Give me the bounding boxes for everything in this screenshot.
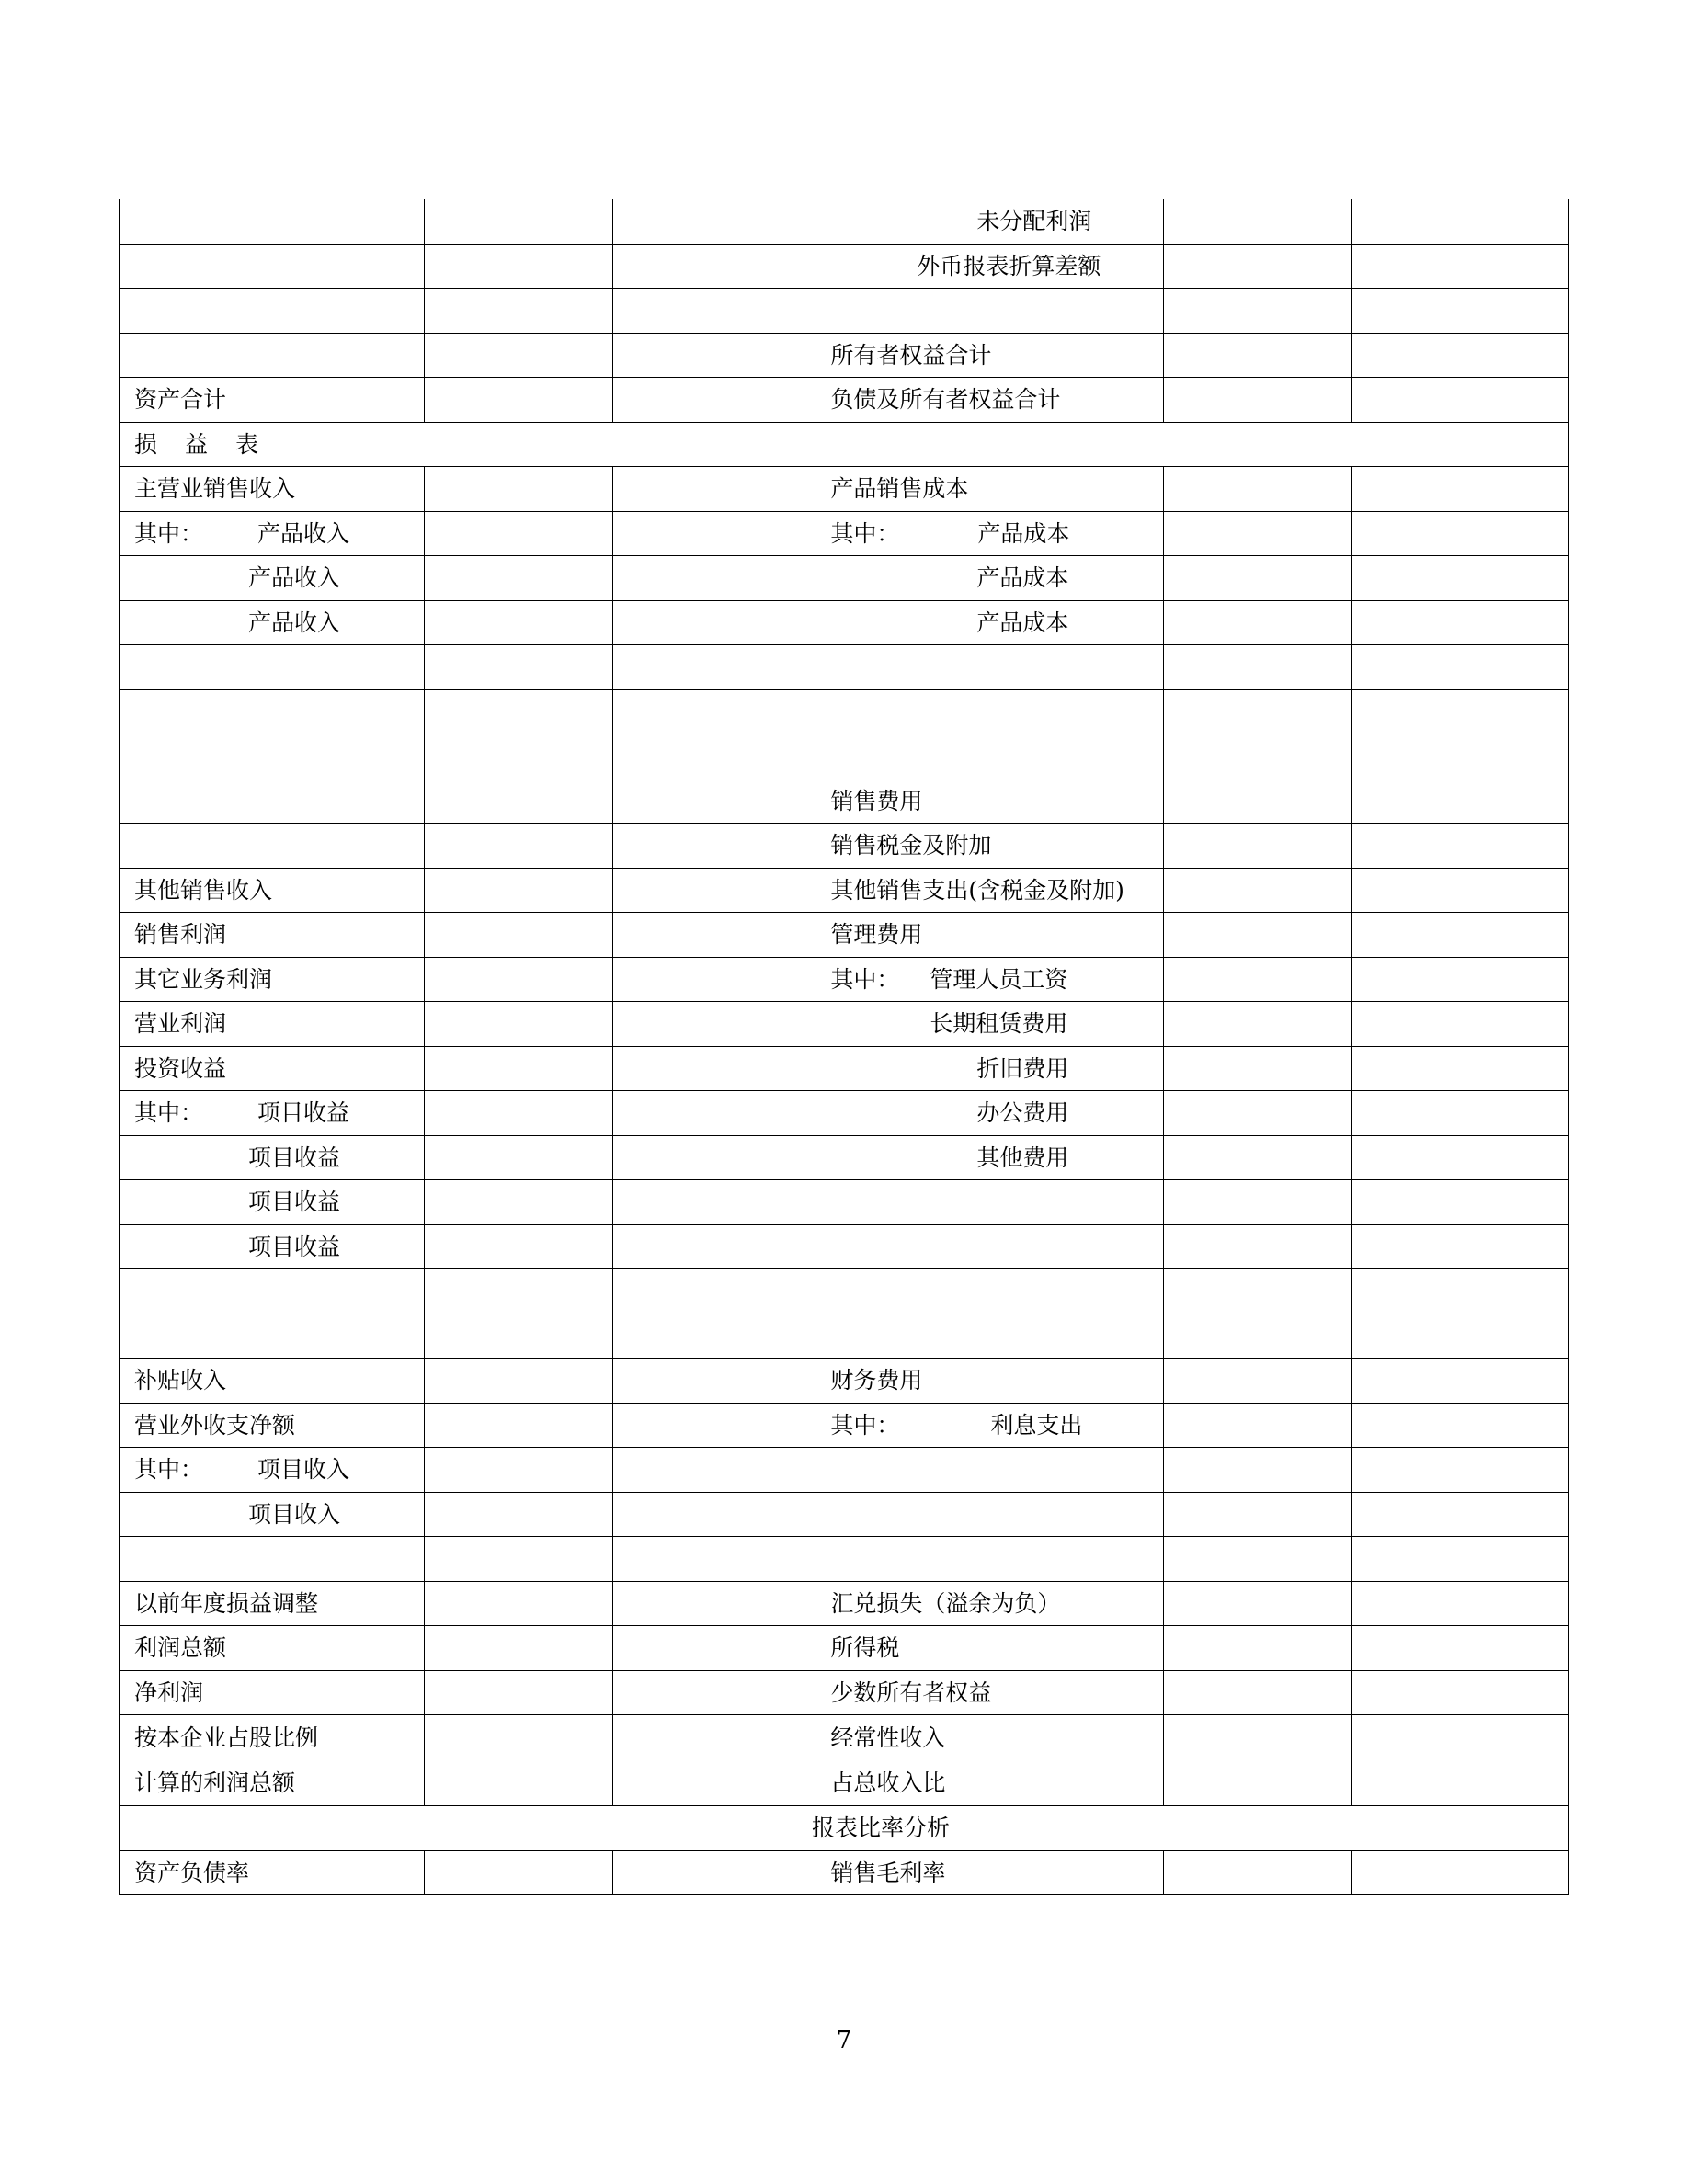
row-label-long-term-lease: 长期租赁费用: [815, 1002, 1163, 1047]
cell: [1163, 1046, 1352, 1091]
table-row: [120, 1626, 1569, 1671]
cell: [612, 244, 815, 289]
cell: [612, 913, 815, 958]
cell: [1163, 1269, 1352, 1314]
row-label-fx-translation-difference: 外币报表折算差额: [815, 244, 1163, 289]
cell: [1352, 645, 1569, 690]
cell: [425, 1537, 613, 1582]
cell: [1352, 1492, 1569, 1537]
cell: [120, 244, 425, 289]
cell: [1163, 1670, 1352, 1715]
cell: [425, 1314, 613, 1359]
row-label-project-revenue: 项目收入: [120, 1492, 425, 1537]
row-label-total-profit: 利润总额: [120, 1626, 425, 1671]
table-row: [120, 1715, 1569, 1806]
cell: [1352, 289, 1569, 334]
cell: [1163, 689, 1352, 734]
cell: [1352, 600, 1569, 645]
row-label-project-revenue: 其中： 项目收入: [120, 1448, 425, 1493]
cell: [120, 1537, 425, 1582]
cell: [612, 779, 815, 824]
cell: [1352, 1091, 1569, 1136]
cell: [612, 289, 815, 334]
cell: [120, 824, 425, 869]
cell: [612, 1269, 815, 1314]
cell: [1352, 1670, 1569, 1715]
cell: [1163, 289, 1352, 334]
cell: [425, 1046, 613, 1091]
cell: [425, 289, 613, 334]
cell: [1163, 645, 1352, 690]
cell: [815, 1180, 1163, 1225]
cell: [1163, 957, 1352, 1002]
cell: [425, 1448, 613, 1493]
table-row: [120, 511, 1569, 556]
table-row: [120, 600, 1569, 645]
table-row: [120, 1224, 1569, 1269]
row-label-minority-interest: 少数所有者权益: [815, 1670, 1163, 1715]
cell: [1352, 1581, 1569, 1626]
cell: [425, 244, 613, 289]
row-label-financial-expenses: 财务费用: [815, 1359, 1163, 1404]
cell: [612, 511, 815, 556]
cell: [120, 645, 425, 690]
financial-statement-table: [119, 199, 1569, 1895]
table-row: [120, 1269, 1569, 1314]
cell: [815, 1314, 1163, 1359]
cell: [425, 333, 613, 378]
table-row: [120, 1448, 1569, 1493]
cell: [1352, 1403, 1569, 1448]
cell: [815, 734, 1163, 779]
row-label-project-income: 其中： 项目收益: [120, 1091, 425, 1136]
cell: [120, 333, 425, 378]
cell: [612, 1091, 815, 1136]
cell: [1352, 868, 1569, 913]
cell: [815, 1448, 1163, 1493]
cell: [1352, 467, 1569, 512]
cell: [1163, 556, 1352, 601]
row-label-other-expenses: 其他费用: [815, 1135, 1163, 1180]
row-label-other-sales-expense: 其他销售支出(含税金及附加): [815, 868, 1163, 913]
table-row: [120, 1670, 1569, 1715]
row-label-total-assets: 资产合计: [120, 378, 425, 423]
cell: [1352, 511, 1569, 556]
cell: [612, 1180, 815, 1225]
cell: [120, 289, 425, 334]
cell: [425, 1269, 613, 1314]
cell: [612, 689, 815, 734]
cell: [1352, 1224, 1569, 1269]
row-label-admin-expenses: 管理费用: [815, 913, 1163, 958]
cell: [1352, 199, 1569, 245]
cell: [425, 511, 613, 556]
cell: [1352, 1715, 1569, 1806]
cell: [425, 199, 613, 245]
cell: [425, 1850, 613, 1895]
row-label-recurring-revenue-ratio: 经常性收入 占总收入比: [815, 1715, 1163, 1806]
cell: [612, 467, 815, 512]
row-label-sales-tax-surcharge: 销售税金及附加: [815, 824, 1163, 869]
cell: [612, 1002, 815, 1047]
cell: [1352, 1359, 1569, 1404]
cell: [1163, 1537, 1352, 1582]
cell: [612, 1670, 815, 1715]
section-row: [120, 422, 1569, 467]
cell: [1352, 913, 1569, 958]
cell: [612, 1314, 815, 1359]
row-label-gross-margin: 销售毛利率: [815, 1850, 1163, 1895]
cell: [612, 824, 815, 869]
table-row: [120, 779, 1569, 824]
row-label-prior-year-adjustment: 以前年度损益调整: [120, 1581, 425, 1626]
cell: [1163, 1002, 1352, 1047]
cell: [612, 1537, 815, 1582]
cell: [815, 289, 1163, 334]
row-label-other-business-profit: 其它业务利润: [120, 957, 425, 1002]
cell: [120, 689, 425, 734]
table-row: [120, 556, 1569, 601]
cell: [1163, 1135, 1352, 1180]
cell: [425, 1359, 613, 1404]
cell: [1352, 1002, 1569, 1047]
cell: [1163, 244, 1352, 289]
table-row: [120, 1537, 1569, 1582]
cell: [612, 1626, 815, 1671]
cell: [1163, 1850, 1352, 1895]
cell: [815, 645, 1163, 690]
cell: [1163, 1492, 1352, 1537]
table-row: [120, 199, 1569, 245]
cell: [1163, 378, 1352, 423]
row-label-investment-income: 投资收益: [120, 1046, 425, 1091]
cell: [1352, 378, 1569, 423]
cell: [612, 378, 815, 423]
cell: [1163, 779, 1352, 824]
cell: [425, 467, 613, 512]
table-row: [120, 734, 1569, 779]
cell: [425, 1492, 613, 1537]
cell: [1163, 600, 1352, 645]
cell: [612, 1492, 815, 1537]
row-label-selling-expenses: 销售费用: [815, 779, 1163, 824]
cell: [425, 1626, 613, 1671]
cell: [1352, 1537, 1569, 1582]
row-label-interest-expense: 其中： 利息支出: [815, 1403, 1163, 1448]
cell: [1352, 1180, 1569, 1225]
table-row: [120, 1046, 1569, 1091]
cell: [425, 868, 613, 913]
row-label-product-revenue: 产品收入: [120, 556, 425, 601]
cell: [1163, 333, 1352, 378]
row-label-operating-profit: 营业利润: [120, 1002, 425, 1047]
cell: [1163, 1715, 1352, 1806]
row-label-product-cost: 其中： 产品成本: [815, 511, 1163, 556]
cell: [1163, 1091, 1352, 1136]
cell: [815, 1537, 1163, 1582]
row-label-undistributed-profit: 未分配利润: [815, 199, 1163, 245]
table-row: [120, 333, 1569, 378]
table-row: [120, 957, 1569, 1002]
cell: [612, 868, 815, 913]
row-label-subsidy-income: 补贴收入: [120, 1359, 425, 1404]
section-title-income-statement: 损益表: [120, 422, 1569, 467]
row-label-debt-to-asset-ratio: 资产负债率: [120, 1850, 425, 1895]
row-label-total-liabilities-equity: 负债及所有者权益合计: [815, 378, 1163, 423]
cell: [1352, 779, 1569, 824]
cell: [612, 957, 815, 1002]
cell: [1352, 1046, 1569, 1091]
cell: [425, 1581, 613, 1626]
cell: [120, 199, 425, 245]
row-label-income-tax: 所得税: [815, 1626, 1163, 1671]
cell: [612, 1403, 815, 1448]
cell: [1352, 556, 1569, 601]
cell: [1163, 824, 1352, 869]
cell: [612, 1715, 815, 1806]
cell: [1352, 689, 1569, 734]
row-label-project-income: 项目收益: [120, 1224, 425, 1269]
cell: [612, 1448, 815, 1493]
cell: [612, 1224, 815, 1269]
cell: [425, 913, 613, 958]
cell: [612, 1850, 815, 1895]
cell: [120, 734, 425, 779]
cell: [1163, 1403, 1352, 1448]
cell: [425, 1715, 613, 1806]
cell: [815, 1269, 1163, 1314]
cell: [612, 1359, 815, 1404]
cell: [1352, 1269, 1569, 1314]
page-number: 7: [836, 2027, 852, 2054]
row-label-fx-loss: 汇兑损失（溢余为负）: [815, 1581, 1163, 1626]
cell: [612, 333, 815, 378]
cell: [1352, 1850, 1569, 1895]
cell: [612, 600, 815, 645]
table-row: [120, 467, 1569, 512]
cell: [425, 957, 613, 1002]
row-label-total-equity: 所有者权益合计: [815, 333, 1163, 378]
cell: [425, 824, 613, 869]
table-row: [120, 689, 1569, 734]
table-row: [120, 1403, 1569, 1448]
row-label-other-sales-revenue: 其他销售收入: [120, 868, 425, 913]
table-row: [120, 913, 1569, 958]
table-row: [120, 1850, 1569, 1895]
cell: [425, 1091, 613, 1136]
table-row: [120, 244, 1569, 289]
row-label-product-cost: 产品成本: [815, 600, 1163, 645]
section-row: [120, 1806, 1569, 1851]
cell: [120, 1269, 425, 1314]
cell: [1352, 244, 1569, 289]
row-label-depreciation: 折旧费用: [815, 1046, 1163, 1091]
cell: [1163, 1581, 1352, 1626]
table-row: [120, 1492, 1569, 1537]
cell: [120, 779, 425, 824]
cell: [425, 1180, 613, 1225]
row-label-product-revenue: 其中： 产品收入: [120, 511, 425, 556]
cell: [425, 1002, 613, 1047]
row-label-project-income: 项目收益: [120, 1135, 425, 1180]
cell: [425, 1670, 613, 1715]
section-title-ratio-analysis: 报表比率分析: [120, 1806, 1569, 1851]
cell: [1163, 199, 1352, 245]
cell: [612, 199, 815, 245]
row-label-project-income: 项目收益: [120, 1180, 425, 1225]
table-row: [120, 645, 1569, 690]
cell: [1163, 1359, 1352, 1404]
cell: [1163, 1224, 1352, 1269]
cell: [1352, 1448, 1569, 1493]
cell: [1163, 1180, 1352, 1225]
cell: [1352, 333, 1569, 378]
table-row: [120, 1180, 1569, 1225]
row-label-product-revenue: 产品收入: [120, 600, 425, 645]
row-label-main-sales-revenue: 主营业销售收入: [120, 467, 425, 512]
cell: [425, 689, 613, 734]
table-row: [120, 868, 1569, 913]
cell: [612, 734, 815, 779]
cell: [425, 734, 613, 779]
cell: [425, 378, 613, 423]
cell: [120, 1314, 425, 1359]
row-label-profit-by-share-ratio: 按本企业占股比例 计算的利润总额: [120, 1715, 425, 1806]
cell: [815, 689, 1163, 734]
cell: [1352, 1314, 1569, 1359]
row-label-office-expenses: 办公费用: [815, 1091, 1163, 1136]
cell: [1163, 1314, 1352, 1359]
cell: [1163, 913, 1352, 958]
row-label-net-profit: 净利润: [120, 1670, 425, 1715]
table-row: [120, 1359, 1569, 1404]
cell: [425, 1135, 613, 1180]
row-label-admin-staff-salary: 其中： 管理人员工资: [815, 957, 1163, 1002]
cell: [1163, 511, 1352, 556]
cell: [425, 1224, 613, 1269]
row-label-product-sales-cost: 产品销售成本: [815, 467, 1163, 512]
cell: [1163, 1448, 1352, 1493]
table-row: [120, 1002, 1569, 1047]
cell: [1163, 467, 1352, 512]
cell: [612, 1046, 815, 1091]
cell: [612, 556, 815, 601]
row-label-sales-profit: 销售利润: [120, 913, 425, 958]
cell: [425, 645, 613, 690]
cell: [1352, 734, 1569, 779]
cell: [1163, 868, 1352, 913]
table-row: [120, 1581, 1569, 1626]
table-row: [120, 1314, 1569, 1359]
cell: [1352, 957, 1569, 1002]
cell: [612, 1135, 815, 1180]
table-row: [120, 824, 1569, 869]
table-row: [120, 289, 1569, 334]
cell: [815, 1492, 1163, 1537]
cell: [425, 600, 613, 645]
cell: [425, 556, 613, 601]
row-label-product-cost: 产品成本: [815, 556, 1163, 601]
cell: [425, 779, 613, 824]
cell: [612, 1581, 815, 1626]
cell: [612, 645, 815, 690]
cell: [425, 1403, 613, 1448]
cell: [1352, 1135, 1569, 1180]
cell: [815, 1224, 1163, 1269]
table-row: [120, 1135, 1569, 1180]
cell: [1163, 734, 1352, 779]
cell: [1352, 1626, 1569, 1671]
cell: [1163, 1626, 1352, 1671]
table-row: [120, 1091, 1569, 1136]
table-row: [120, 378, 1569, 423]
row-label-non-operating-net: 营业外收支净额: [120, 1403, 425, 1448]
cell: [1352, 824, 1569, 869]
